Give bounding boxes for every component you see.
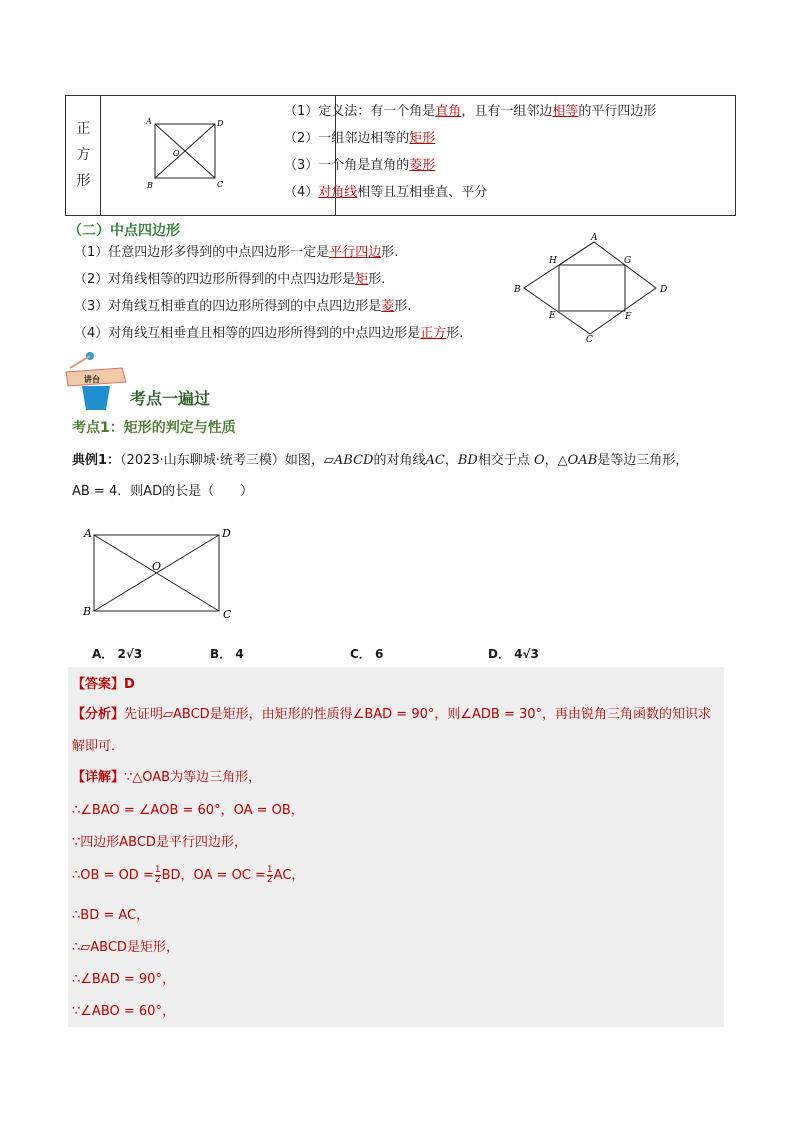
section-title-midpoint: （二）中点四边形 [68,223,180,239]
vertex-label: C [586,335,593,345]
vertex-label: B [514,285,521,295]
vertex-label: B [83,605,92,618]
detail-line: ∴∠BAD = 90°， [72,972,175,987]
option-d[interactable]: D． 4√3 [488,647,539,661]
midpoint-item: （1）任意四边形多得到的中点四边形一定是平行四边形. [74,245,399,260]
detail-line: ∵∠ABO = 60°， [72,1004,175,1019]
center-label: O [152,560,162,573]
vertex-label: C [223,608,232,621]
detail-line: ∴∠BAO = ∠AOB = 60°，OA = OB， [72,803,304,818]
vertex-label: D [222,527,231,540]
detail-line: 【详解】∵△OAB为等边三角形， [72,770,262,785]
midpoint-item: （2）对角线相等的四边形所得到的中点四边形是矩形. [74,272,386,287]
example-stem-line2: AB = 4．则AD的长是（ ） [72,484,254,499]
answer-line: 【答案】D [72,677,135,692]
vertex-label: B [147,181,153,190]
analysis-line1: 【分析】先证明▱ABCD是矩形，由矩形的性质得∠BAD = 90°，则∠ADB = 30°，再由锐角三角函数的知识求 [72,707,712,722]
square-criteria-table [65,95,736,216]
vertex-label: C [217,180,224,189]
vertex-label: E [549,311,556,321]
detail-line: ∴BD = AC， [72,908,150,923]
vertex-label: D [217,119,224,128]
vertex-label: H [549,256,557,266]
fraction-half: $\frac{1}{2}$ [266,865,273,885]
midpoint-item: （4）对角线互相垂直且相等的四边形所得到的中点四边形是正方形. [74,326,464,341]
vertex-label: G [624,256,632,266]
vertex-label: D [660,285,668,295]
midpoint-item: （3）对角线互相垂直的四边形所得到的中点四边形是菱形. [74,299,412,314]
criterion-4: （4）对角线相等且互相垂直、平分 [284,185,488,200]
row-label-char: 形 [76,173,91,189]
detail-line: ∵四边形ABCD是平行四边形， [72,835,247,850]
section-title-kaodian: 考点一遍过 [130,389,211,408]
example-stem-line1: 典例1：（2023·山东聊城·统考三模）如图，▱ABCD的对角线AC，BD相交于点 O，△OAB是等边三角形， [72,453,689,468]
detail-line: ∴OB = OD = $\frac{1}{2}$ BD，OA = OC = $\frac{1}{2}$ AC， [72,865,305,885]
vertex-label: A [84,527,92,540]
vertex-label: A [146,117,152,126]
rectangle-abcd-diagram [80,525,240,625]
fraction-half: $\frac{1}{2}$ [154,865,161,885]
row-label-char: 方 [76,147,91,163]
lecture-podium-icon [62,350,132,412]
option-a[interactable]: A． 2√3 [92,647,143,661]
row-header-cell [66,96,101,215]
topic-title: 考点1：矩形的判定与性质 [72,420,236,436]
analysis-line2: 解即可． [72,739,125,754]
midpoint-quadrilateral-diagram [510,228,675,346]
criterion-3: （3）一个角是直角的菱形 [284,158,436,173]
row-label-char: 正 [76,121,91,137]
vertex-label: F [625,312,632,322]
option-b[interactable]: B． 4 [210,647,244,661]
criterion-1: （1）定义法：有一个角是直角，且有一组邻边相等的平行四边形 [284,104,657,119]
center-label: O [173,149,180,158]
criterion-2: （2）一组邻边相等的矩形 [284,131,436,146]
podium-label: 讲台 [84,375,100,384]
vertex-label: A [591,233,598,243]
option-c[interactable]: C． 6 [350,647,384,661]
detail-line: ∴▱ABCD是矩形， [72,940,179,955]
